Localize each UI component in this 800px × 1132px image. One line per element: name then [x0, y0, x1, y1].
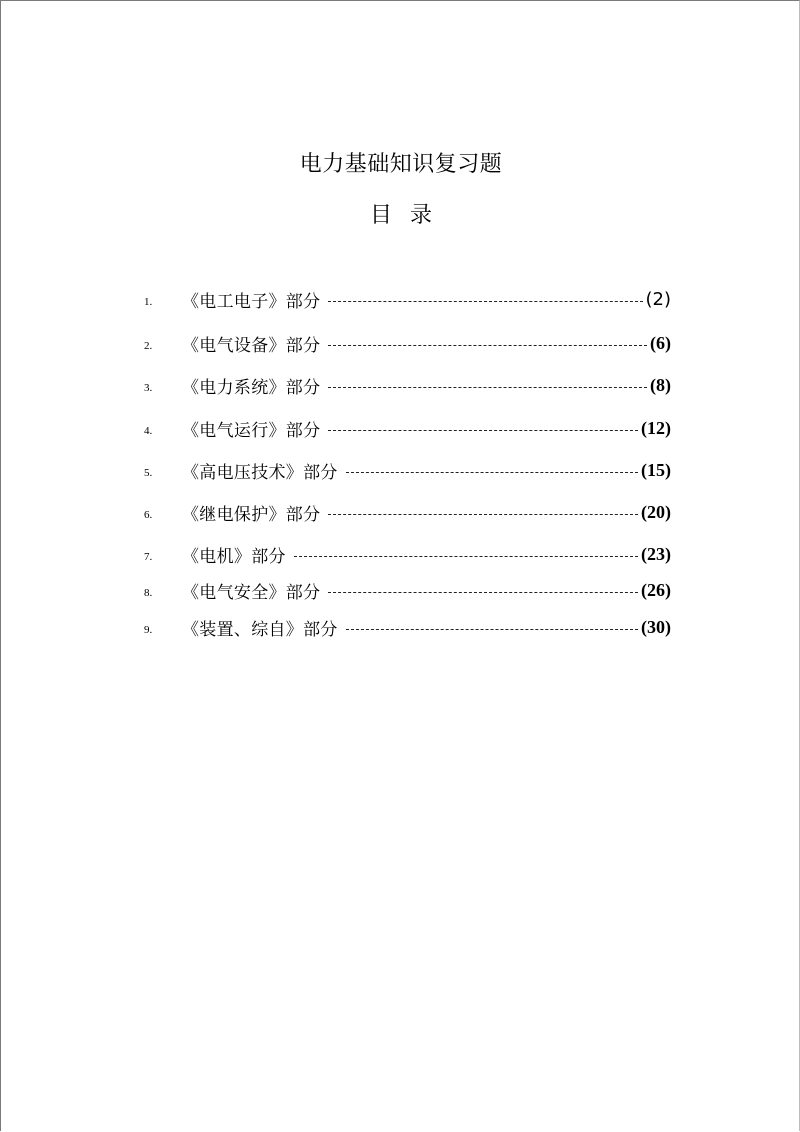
toc-entry-page: (23) [641, 543, 671, 564]
toc-entry-page: (30) [641, 616, 671, 637]
toc-entry-label: 《高电压技术》部分 [182, 462, 338, 483]
toc-entry-label: 《装置、综自》部分 [182, 619, 338, 640]
toc-leader-line [294, 556, 638, 557]
toc-entry-number: 2. [144, 340, 153, 352]
toc-entry-page: (26) [641, 579, 671, 600]
toc-entry-number: 6. [144, 509, 153, 521]
toc-entry-label: 《电气运行》部分 [182, 420, 321, 441]
document-title: 电力基础知识复习题 [299, 152, 503, 177]
toc-leader-line [328, 301, 642, 302]
toc-entry-2[interactable] [144, 330, 671, 356]
toc-entry-page: (8) [650, 374, 671, 395]
toc-entry-number: 4. [144, 425, 153, 437]
toc-leader-line [346, 629, 638, 630]
toc-entry-page: (6) [650, 332, 671, 353]
toc-leader-line [328, 592, 638, 593]
toc-leader-line [328, 430, 638, 431]
toc-entry-label: 《电机》部分 [182, 546, 286, 567]
toc-heading-char-2: 录 [410, 203, 433, 228]
toc-entry-6[interactable] [144, 499, 671, 525]
toc-entry-number: 7. [144, 551, 153, 563]
toc-entry-4[interactable] [144, 415, 671, 441]
toc-entry-label: 《电工电子》部分 [182, 291, 321, 312]
toc-entry-label: 《电气安全》部分 [182, 582, 321, 603]
toc-entry-5[interactable] [144, 457, 671, 483]
toc-entry-number: 5. [144, 467, 153, 479]
toc-entry-label: 《继电保护》部分 [182, 504, 321, 525]
toc-entry-label: 《电气设备》部分 [182, 335, 321, 356]
toc-entry-8[interactable] [144, 577, 671, 603]
toc-entry-number: 1. [144, 296, 153, 308]
toc-entry-7[interactable] [144, 541, 671, 567]
toc-entry-page: (15) [641, 459, 671, 480]
toc-entry-label: 《电力系统》部分 [182, 377, 321, 398]
toc-entry-1[interactable] [144, 286, 671, 312]
toc-entry-number: 8. [144, 587, 153, 599]
toc-entry-9[interactable] [144, 614, 671, 640]
toc-leader-line [328, 387, 647, 388]
toc-entry-number: 9. [144, 624, 153, 636]
toc-entry-page: (2) [645, 288, 671, 310]
toc-heading-char-1: 目 [369, 203, 392, 228]
toc-entry-number: 3. [144, 382, 153, 394]
toc-entry-3[interactable] [144, 372, 671, 398]
toc-leader-line [346, 472, 638, 473]
toc-leader-line [328, 514, 638, 515]
toc-list [144, 1, 671, 701]
toc-entry-page: (20) [641, 501, 671, 522]
toc-entry-page: (12) [641, 417, 671, 438]
toc-leader-line [328, 345, 647, 346]
